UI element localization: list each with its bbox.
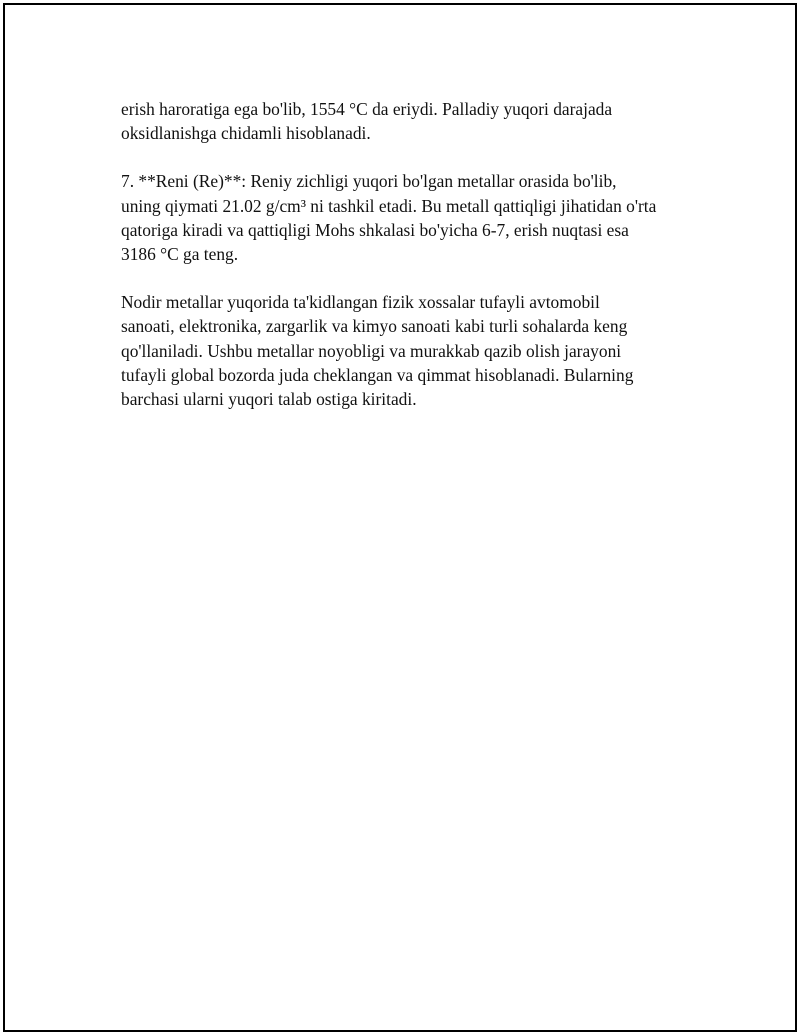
page-body [121, 97, 701, 411]
document-page [3, 3, 797, 1032]
paragraph-rare-metals-summary: Nodir metallar yuqorida ta'kidlangan fizik xossalar tufayli avtomobil sanoati, elektronika, zargarlik va kimyo sanoati kabi turli sohalarda keng qo'llaniladi. Ushbu metallar noyobligi va murakkab qazib olish jarayoni tufayli global bozorda juda cheklangan va qimmat hisoblanadi. Bularning barchasi ularni yuqori talab ostiga kiritadi. [121, 292, 634, 410]
paragraph-rhenium: 7. **Reni (Re)**: Reniy zichligi yuqori bo'lgan metallar orasida bo'lib, uning qiymati 21.02 g/cm³ ni tashkil etadi. Bu metall qattiqligi jihatidan o'rta qatoriga kiradi va qattiqligi Mohs shkalasi bo'yicha 6-7, erish nuqtasi esa 3186 °C ga teng. [121, 171, 657, 265]
paragraph-palladium-continuation: erish haroratiga ega bo'lib, 1554 °C da eriydi. Palladiy yuqori darajada oksidlanishga chidamli hisoblanadi. [121, 99, 613, 144]
